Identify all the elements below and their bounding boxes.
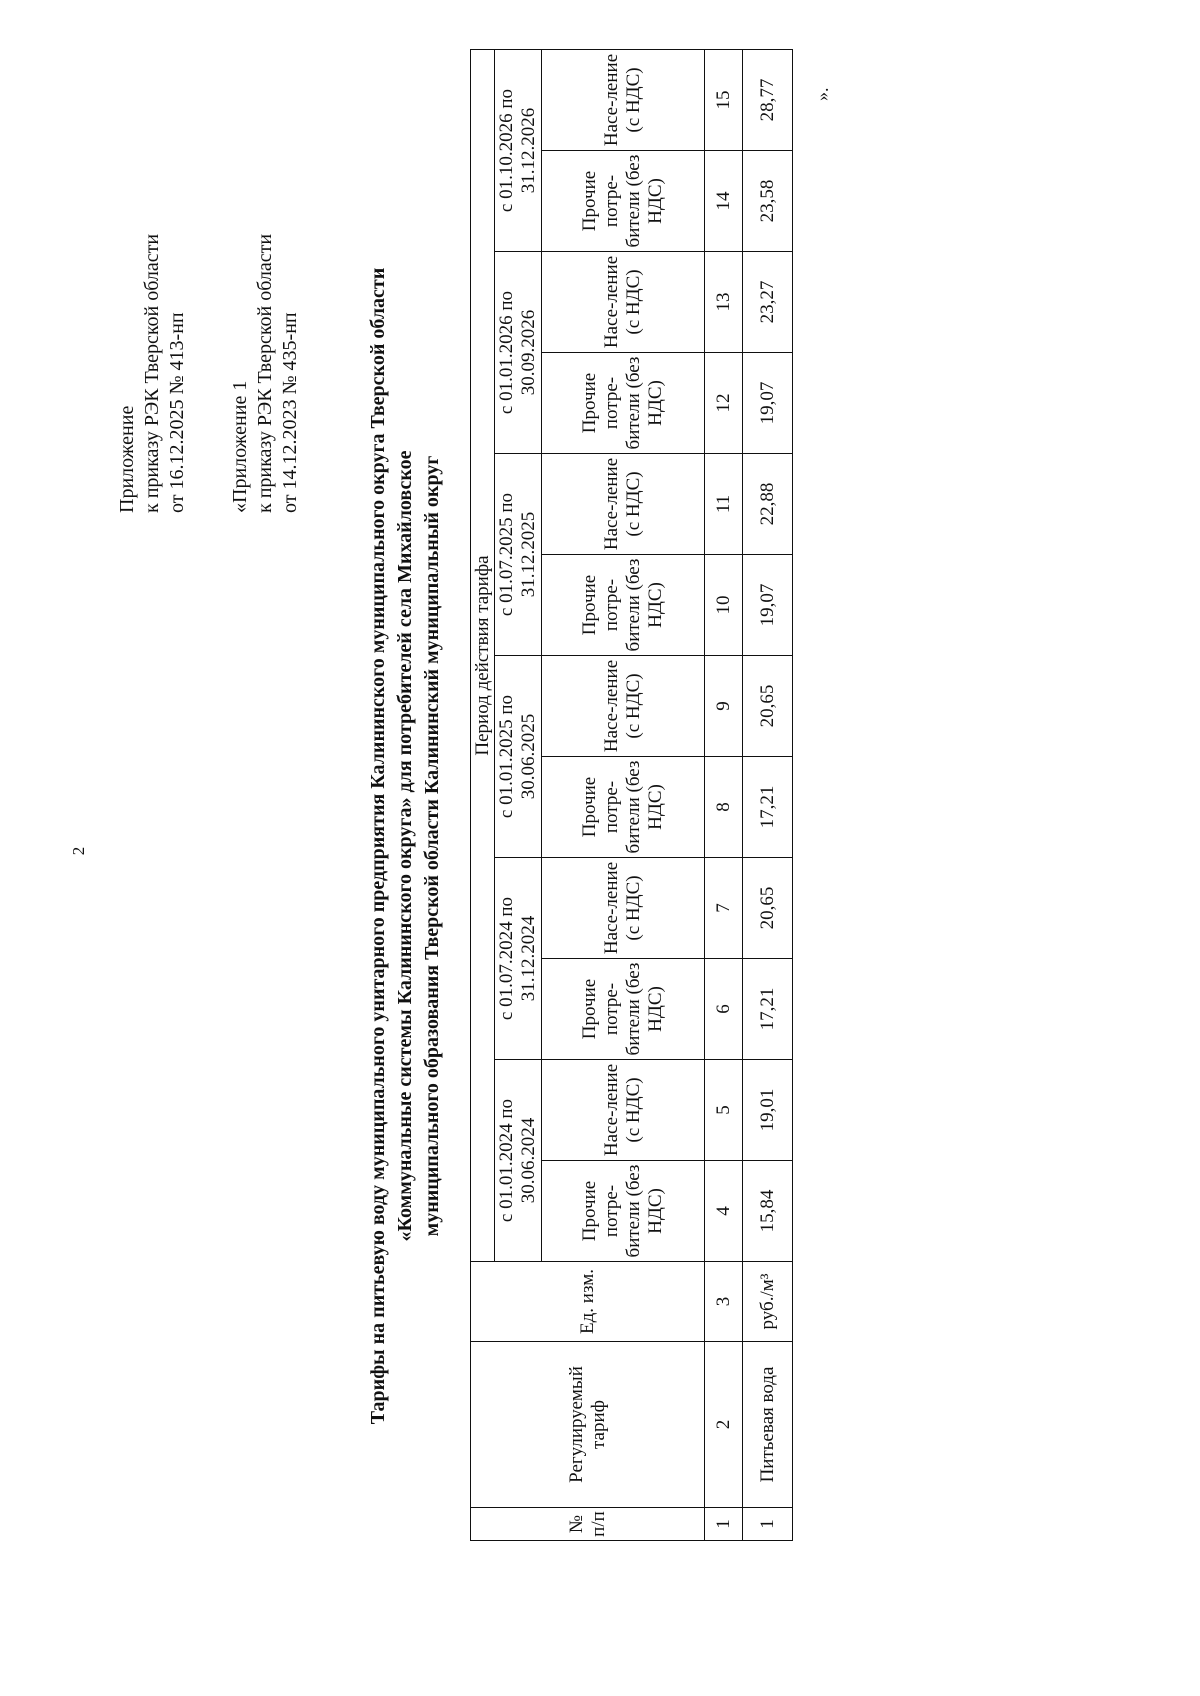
row-number: 1 (743, 1508, 793, 1541)
tariff-value: 20,65 (743, 858, 793, 959)
period-cell: с 01.01.2026 по 30.09.2026 (495, 252, 542, 454)
tariff-value: 20,65 (743, 656, 793, 757)
subheader-other-consumers: Прочие потре-бители (без НДС) (542, 353, 705, 454)
column-number: 5 (705, 1060, 743, 1161)
page-number: 2 (69, 846, 88, 856)
subheader-population: Насе-ление (с НДС) (542, 50, 705, 151)
column-numbers-row (705, 50, 743, 1541)
subheader-other-consumers: Прочие потре-бители (без НДС) (542, 757, 705, 858)
period-cell: с 01.01.2025 по 30.06.2025 (495, 656, 542, 858)
col-header-number: № п/п (471, 1508, 705, 1541)
appendix-line: от 14.12.2023 № 435-нп (279, 312, 301, 513)
document-title (365, 146, 446, 1546)
col-header-unit: Ед. изм. (471, 1262, 705, 1342)
unit-cell: руб./м³ (743, 1262, 793, 1342)
title-line: Тарифы на питьевую воду муниципального унитарного предприятия Калининского муниципального округа Тверской области (367, 267, 389, 1425)
tariff-value: 28,77 (743, 50, 793, 151)
subheader-other-consumers: Прочие потре-бители (без НДС) (542, 1161, 705, 1262)
title-line: «Коммунальные системы Калининского округа» для потребителей села Михайловское (394, 450, 416, 1242)
closing-quote-mark: ». (812, 87, 832, 101)
period-cell: с 01.07.2025 по 31.12.2025 (495, 454, 542, 656)
column-number: 1 (705, 1508, 743, 1541)
period-header: Период действия тарифа (471, 50, 495, 1262)
appendix-line: от 16.12.2025 № 413-нп (166, 312, 188, 513)
period-cell: с 01.10.2026 по 31.12.2026 (495, 50, 542, 252)
subheader-other-consumers: Прочие потре-бители (без НДС) (542, 151, 705, 252)
title-line: муниципального образования Тверской области Калининский муниципальный округ (421, 455, 443, 1237)
tariff-value: 19,07 (743, 353, 793, 454)
subheader-population: Насе-ление (с НДС) (542, 656, 705, 757)
subheader-other-consumers: Прочие потре-бители (без НДС) (542, 959, 705, 1060)
column-number: 2 (705, 1342, 743, 1508)
previous-appendix-reference (228, 234, 303, 513)
tariff-value: 19,07 (743, 555, 793, 656)
appendix-line: «Приложение 1 (229, 380, 251, 513)
appendix-line: к приказу РЭК Тверской области (254, 233, 276, 513)
tariff-value: 17,21 (743, 959, 793, 1060)
column-number: 14 (705, 151, 743, 252)
column-number: 12 (705, 353, 743, 454)
appendix-line: Приложение (116, 405, 138, 513)
subheader-population: Насе-ление (с НДС) (542, 858, 705, 959)
column-number: 10 (705, 555, 743, 656)
column-number: 13 (705, 252, 743, 353)
appendix-line: к приказу РЭК Тверской области (141, 233, 163, 513)
column-number: 3 (705, 1262, 743, 1342)
appendix-reference (115, 234, 190, 513)
tariff-value: 17,21 (743, 757, 793, 858)
column-number: 11 (705, 454, 743, 555)
tariff-name: Питьевая вода (743, 1342, 793, 1508)
column-number: 6 (705, 959, 743, 1060)
tariff-value: 15,84 (743, 1161, 793, 1262)
column-number: 15 (705, 50, 743, 151)
tariff-value: 23,27 (743, 252, 793, 353)
subheader-population: Насе-ление (с НДС) (542, 252, 705, 353)
tariff-table (470, 49, 793, 1541)
column-number: 9 (705, 656, 743, 757)
col-header-tariff: Регулируемый тариф (471, 1342, 705, 1508)
table-row (743, 50, 793, 1541)
subheader-other-consumers: Прочие потре-бители (без НДС) (542, 555, 705, 656)
period-cell: с 01.01.2024 по 30.06.2024 (495, 1060, 542, 1262)
tariff-value: 19,01 (743, 1060, 793, 1161)
column-number: 4 (705, 1161, 743, 1262)
tariff-value: 23,58 (743, 151, 793, 252)
column-number: 8 (705, 757, 743, 858)
period-cell: с 01.07.2024 по 31.12.2024 (495, 858, 542, 1060)
subheader-population: Насе-ление (с НДС) (542, 1060, 705, 1161)
tariff-value: 22,88 (743, 454, 793, 555)
column-number: 7 (705, 858, 743, 959)
subheader-population: Насе-ление (с НДС) (542, 454, 705, 555)
